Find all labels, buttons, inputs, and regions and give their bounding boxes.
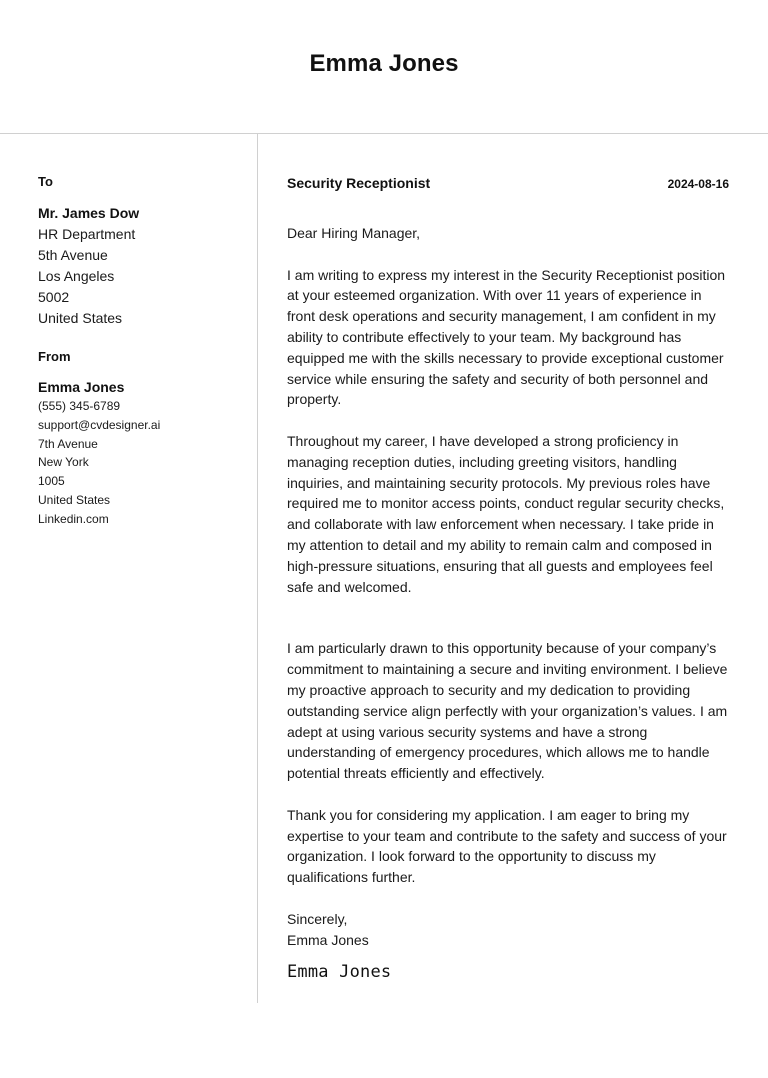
paragraph-4: Thank you for considering my application. I am eager to bring my expertise to your team and contribute to the safety and success of your organization. I look forward to the opportunity to discuss my qualifications further.: [287, 806, 727, 886]
sender-postcode: 1005: [38, 474, 65, 489]
recipient-name: Mr. James Dow: [38, 205, 140, 221]
sender-linkedin: Linkedin.com: [38, 511, 109, 526]
closing-name: Emma Jones: [287, 931, 369, 948]
recipient-street: 5th Avenue: [38, 247, 108, 263]
column-divider: [257, 134, 258, 1003]
sender-name: Emma Jones: [38, 379, 125, 395]
letter-body: [287, 173, 729, 982]
salutation: Dear Hiring Manager,: [287, 225, 421, 241]
recipient-country: United States: [38, 310, 123, 326]
sender-city: New York: [38, 455, 89, 470]
letter-header: [287, 173, 729, 193]
paragraph-1: I am writing to express my interest in the Security Receptionist position at your esteemed organization. With over 11 years of experience in front desk operations and security management, I am confident in my ability to contribute effectively to your team. My background has equipped me with the skills necessary to provide exceptional customer service while ensuring the safety and security of both personnel and property.: [287, 266, 726, 408]
paragraph-2: Throughout my career, I have developed a strong proficiency in managing reception duties, including greeting visitors, handling inquiries, and maintaining security protocols. My previous roles have required me to monitor access points, conduct regular security checks, and collaborate with law enforcement when necessary. I take pride in my attention to detail and my ability to remain calm and composed in high-pressure situations, ensuring that all guests and employees feel safe and welcomed.: [287, 432, 725, 595]
sender-street: 7th Avenue: [38, 436, 98, 451]
paragraph-3: I am particularly drawn to this opportunity because of your company’s commitment to maintaining a secure and inviting environment. I believe my proactive approach to security and my dedication to providing outstanding service align perfectly with your organization’s values. I am adept at using various security systems and have a strong understanding of emergency procedures, which allows me to handle potential threats efficiently and effectively.: [287, 640, 728, 782]
closing-block: [287, 909, 729, 951]
header-divider: [0, 133, 768, 134]
closing-phrase: Sincerely,: [287, 910, 348, 927]
job-title: Security Receptionist: [287, 175, 431, 191]
sender-country: United States: [38, 492, 111, 507]
recipient-city: Los Angeles: [38, 268, 115, 284]
from-label: From: [38, 349, 71, 364]
sidebar: [38, 173, 243, 529]
signature: Emma Jones: [287, 962, 392, 983]
sender-phone: (555) 345-6789: [38, 399, 121, 413]
sender-email: support@cvdesigner.ai: [38, 417, 161, 432]
page-title: Emma Jones: [309, 50, 459, 77]
recipient-department: HR Department: [38, 226, 136, 242]
letter-date: 2024-08-16: [667, 177, 729, 191]
recipient-postcode: 5002: [38, 289, 70, 305]
to-label: To: [38, 174, 53, 189]
sender-block: [38, 377, 243, 529]
recipient-block: [38, 203, 243, 329]
